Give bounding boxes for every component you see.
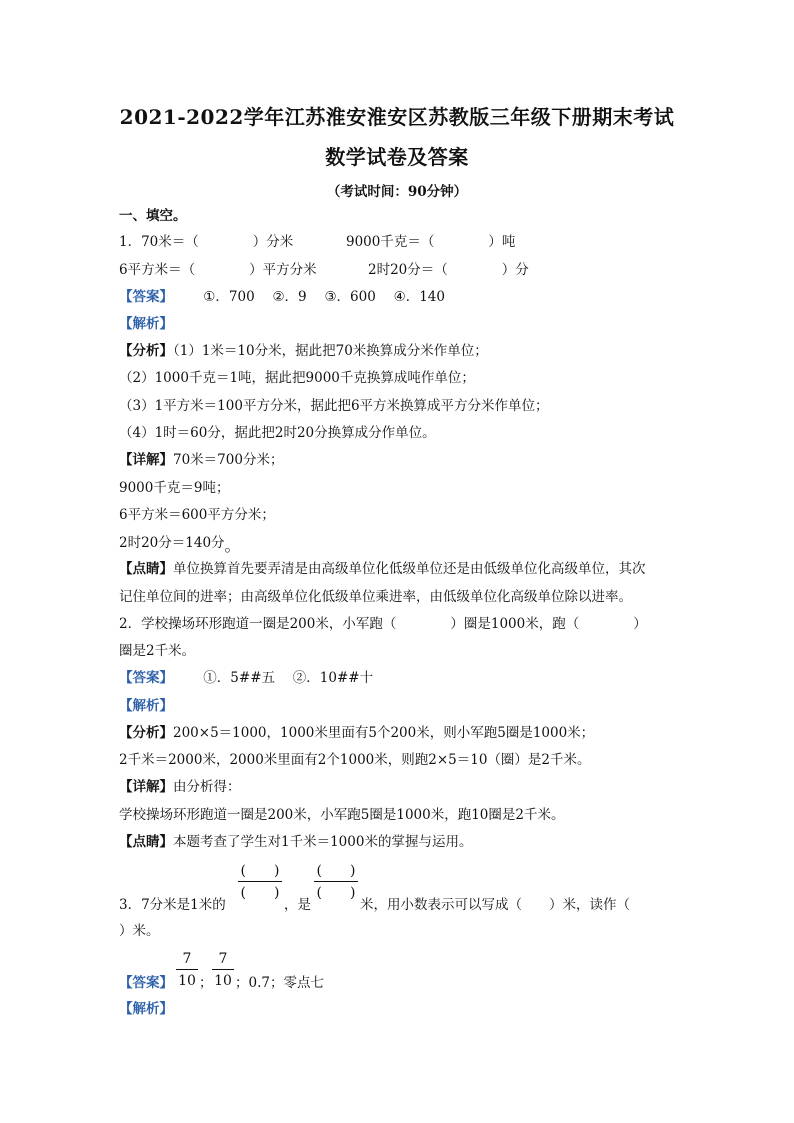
q2-fenxi-text1: 200×5＝1000，1000米里面有5个200米，则小军跑5圈是1000米； [173,725,595,741]
q1-dj-text1: 单位换算首先要弄清是由高级单位化低级单位还是由低级单位化高级单位，其次 [173,561,646,577]
q1-jiexi-label: 【解析】 [119,316,173,332]
xiangjie-label: 【详解】 [119,779,173,795]
q1-xj-text3: 6平方米＝600平方分米； [119,507,275,523]
q3-blank-denominator-2: ( ) [316,885,356,901]
q1-xj-text4-end: 。 [224,536,241,555]
q3-blank-numerator-1: ( ) [240,863,280,879]
q3-answer-numerator-2: 7 [218,951,228,967]
q1-answer: ①．700 ②．9 ③．600 ④．140 [203,289,445,305]
q1-row2-part2: 2时20分＝（ ）分 [368,262,529,278]
q1-fenxi-text4: （4）1时＝60分，据此把2时20分换算成分作单位。 [119,425,436,441]
q2-xiangjie-line [119,778,241,796]
q2-fenxi-text2: 2千米＝2000米，2000米里面有2个1000米，则跑2×5＝10（圈）是2千米。 [119,752,591,768]
q3-text-line2: ）米。 [119,923,160,939]
dianjing-label: 【点睛】 [119,561,173,577]
q1-xiangjie-line1 [119,451,283,469]
q3-answer-label: 【答案】 [119,975,173,991]
dianjing-label: 【点睛】 [119,834,173,850]
q2-text1: 2．学校操场环形跑道一圈是200米，小军跑（ ）圈是1000米，跑（ ） [119,616,647,632]
q2-dianjing-line [119,833,472,851]
q3-answer-denominator-1: 10 [178,973,196,989]
doc-title-line2: 数学试卷及答案 [325,145,469,169]
q3-blank-fraction-2 [314,862,358,902]
q1-dj-text2: 记住单位间的进率；由高级单位化低级单位乘进率，由低级单位化高级单位除以进率。 [119,589,632,605]
fenxi-label: 【分析】 [119,343,173,359]
q3-answer-denominator-2: 10 [214,973,232,989]
q2-fenxi-line1 [119,724,594,742]
q3-jiexi-label: 【解析】 [119,1001,173,1017]
q1-fenxi-text3: （3）1平方米＝100平方分米，据此把6平方米换算成平方分米作单位； [119,398,549,414]
q1-row1-part2: 9000千克＝（ ）吨 [346,234,516,250]
answer-label: 【答案】 [119,289,173,305]
q2-dj-text1: 本题考查了学生对1千米＝1000米的掌握与运用。 [173,834,473,850]
q3-answer-fraction-1 [176,950,198,990]
q3-text-part3: 米，用小数表示可以写成（ ）米，读作（ [360,897,630,913]
q1-xj-text1: 70米＝700分米； [173,452,284,468]
q3-answer-rest: ；0.7；零点七 [235,975,324,991]
q3-answer-fraction-2 [212,950,234,990]
q3-blank-numerator-2: ( ) [316,863,356,879]
q2-xj-text1: 学校操场环形跑道一圈是200米，小军跑5圈是1000米，跑10圈是2千米。 [119,807,565,823]
q2-jiexi-label: 【解析】 [119,698,173,714]
q1-fenxi-line1 [119,342,488,360]
q1-xj-text2: 9000千克＝9吨； [119,480,230,496]
q2-xj-text0: 由分析得： [173,779,241,795]
fraction-bar [314,881,358,882]
fraction-bar [212,969,234,970]
q1-dianjing-line1 [119,560,646,578]
q3-blank-denominator-1: ( ) [240,885,280,901]
fenxi-label: 【分析】 [119,725,173,741]
q3-answer-numerator-1: 7 [182,951,192,967]
doc-title-line1: 2021-2022学年江苏淮安淮安区苏教版三年级下册期末考试 [119,105,675,129]
q1-fenxi-text1: （1）1米＝10分米，据此把70米换算成分米作单位； [173,343,488,359]
xiangjie-label: 【详解】 [119,452,173,468]
exam-time: （考试时间：90分钟） [326,184,468,200]
answer-label: 【答案】 [119,670,173,686]
q2-answer: ①．5##五 ②．10##十 [203,670,374,686]
q2-answer-line [119,669,373,687]
q1-xj-text4: 2时20分＝140分 [119,535,225,551]
q1-row2-part1: 6平方米＝（ ）平方分米 [119,262,317,278]
q3-text-part2: ，是 [284,897,311,913]
q3-blank-fraction-1 [238,862,282,902]
section-heading: 一、填空。 [119,208,187,224]
q1-row1-part1: 1．70米＝（ ）分米 [119,234,294,250]
q1-answer-line [119,288,445,306]
q3-answer-separator: ； [199,975,213,991]
fraction-bar [238,881,282,882]
q1-fenxi-text2: （2）1000千克＝1吨，据此把9000千克换算成吨作单位； [119,370,475,386]
fraction-bar [176,969,198,970]
q2-text2: 圈是2千米。 [119,643,196,659]
q3-text-part1: 3．7分米是1米的 [119,897,226,913]
q1-xj-line4 [119,533,241,555]
